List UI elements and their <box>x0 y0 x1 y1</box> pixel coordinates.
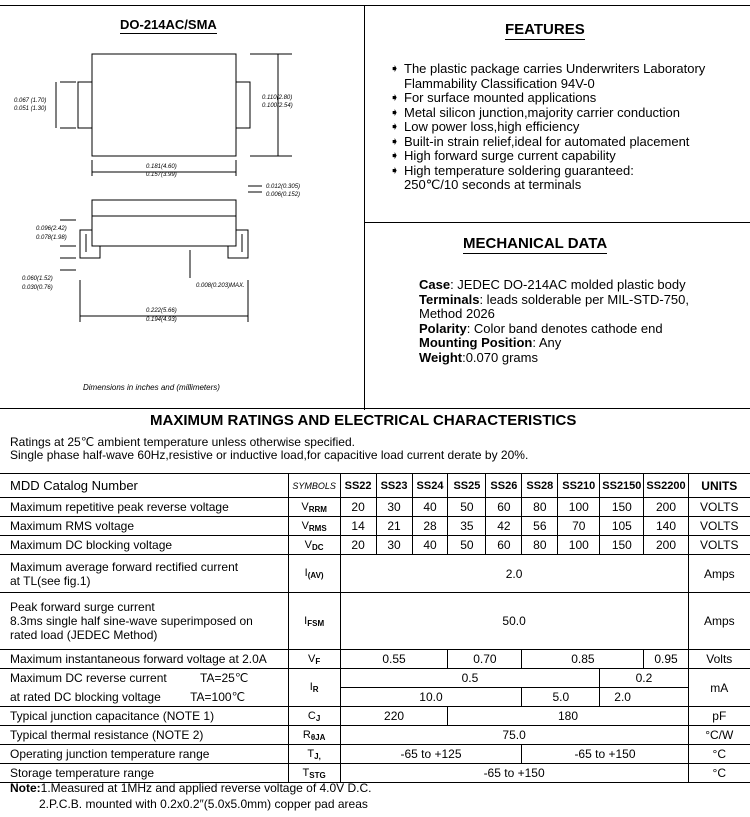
svg-text:0.096(2.42): 0.096(2.42) <box>36 226 67 232</box>
table-row: Maximum DC blocking voltage $V_{DC}$ 20 30 40 50 60 80 100 150 200 VOLTS <box>0 536 750 555</box>
arrow-bullet-icon: ➧ <box>390 164 400 177</box>
list-item: ➧ Metal silicon junction,majority carrier conduction <box>390 104 681 120</box>
svg-text:0.051 (1.30): 0.051 (1.30) <box>14 106 47 112</box>
ratings-title: MAXIMUM RATINGS AND ELECTRICAL CHARACTERISTICS <box>150 412 577 429</box>
list-item: Flammability Classification 94V-0 <box>404 75 595 91</box>
lead-right-top <box>236 82 250 128</box>
arrow-bullet-icon: ➧ <box>390 150 400 162</box>
list-item: ➧ Built-in strain relief,ideal for automated placement <box>390 133 690 149</box>
svg-text:0.181(4.60): 0.181(4.60) <box>146 164 177 170</box>
svg-text:0.222(5.66): 0.222(5.66) <box>146 308 177 314</box>
table-row: Typical thermal resistance (NOTE 2) $R_{\theta JA}$ 75.0 °C/W <box>0 726 750 745</box>
lead-left-top <box>78 82 92 128</box>
table-row: Peak forward surge current 8.3ms single half sine-wave superimposed on rated load (JEDEC Method) $I_{FSM}$ 50.0 Amps <box>0 593 750 650</box>
svg-text:0.100(2.54): 0.100(2.54) <box>262 103 293 109</box>
table-row: Maximum DC reverse current TA=25℃ $I_R$ 0.5 0.2 mA <box>0 669 750 688</box>
svg-text:0.194(4.93): 0.194(4.93) <box>146 317 177 323</box>
mechanical-data: Case: JEDEC DO-214AC molded plastic body Terminals: leads solderable per MIL-STD-750, Method 2026 Polarity: Color band denotes cathode end Mounting Position: Any Weight:0.070 grams <box>419 277 689 365</box>
list-item: 250℃/10 seconds at terminals <box>404 177 582 192</box>
ratings-conditions: Ratings at 25℃ ambient temperature unless otherwise specified. Single phase half-wave 60Hz,resistive or inductive load,for capacitive load current derate by 20%. <box>10 435 529 462</box>
list-item: ➧ High forward surge current capability <box>390 148 616 163</box>
table-row: Maximum repetitive peak reverse voltage $V_{RRM}$ 20 30 40 50 60 80 100 150 200 VOLTS <box>0 498 750 517</box>
body-side-view <box>92 200 236 216</box>
svg-text:0.030(0.76): 0.030(0.76) <box>22 285 53 291</box>
svg-text:0.078(1.98): 0.078(1.98) <box>36 235 67 241</box>
table-row: Typical junction capacitance (NOTE 1) $C_J$ 220 180 pF <box>0 707 750 726</box>
table-header-row: MDD Catalog Number SYMBOLS SS22 SS23 SS24 SS25 SS26 SS28 SS210 SS2150 SS2200 UNITS <box>0 474 750 498</box>
package-title: DO-214AC/SMA <box>120 17 217 32</box>
features-list <box>390 62 746 193</box>
mechanical-title: MECHANICAL DATA <box>463 235 608 252</box>
svg-text:0.110(2.80): 0.110(2.80) <box>262 95 293 101</box>
svg-text:0.012(0.305): 0.012(0.305) <box>266 184 301 190</box>
divider-horizontal <box>364 222 750 223</box>
arrow-bullet-icon: ➧ <box>390 135 400 148</box>
arrow-bullet-icon: ➧ <box>390 121 400 133</box>
table-row: Maximum RMS voltage $V_{RMS}$ 14 21 28 35 42 56 70 105 140 VOLTS <box>0 517 750 536</box>
characteristics-table <box>0 473 750 783</box>
list-item: ➧ The plastic package carries Underwriters Laboratory <box>390 61 706 76</box>
package-drawing <box>0 40 364 380</box>
table-row: Storage temperature range $T_{STG}$ -65 to +150 °C <box>0 764 750 783</box>
table-row: at rated DC blocking voltage TA=100℃ 10.0 5.0 2.0 <box>0 688 750 707</box>
arrow-bullet-icon: ➧ <box>390 106 400 119</box>
svg-text:0.067 (1.70): 0.067 (1.70) <box>14 98 47 104</box>
list-item: ➧ High temperature soldering guaranteed: <box>390 162 634 178</box>
notes: Note:1.Measured at 1MHz and applied reverse voltage of 4.0V D.C. 2.P.C.B. mounted with 0.2x0.2″(5.0x5.0mm) copper pad areas <box>10 781 372 811</box>
svg-text:0.157(3.99): 0.157(3.99) <box>146 172 177 178</box>
body-top-view <box>92 54 236 156</box>
svg-text:0.008(0.203)MAX.: 0.008(0.203)MAX. <box>196 283 245 289</box>
arrow-bullet-icon: ➧ <box>390 92 400 104</box>
list-item: ➧ For surface mounted applications <box>390 90 597 105</box>
table-row: Maximum average forward rectified current at TL(see fig.1) $I_{(AV)}$ 2.0 Amps <box>0 555 750 593</box>
arrow-bullet-icon: ➧ <box>390 63 400 75</box>
features-title: FEATURES <box>505 21 585 38</box>
divider-vertical <box>364 6 365 410</box>
list-item: ➧ Low power loss,high efficiency <box>390 119 580 134</box>
svg-text:0.006(0.152): 0.006(0.152) <box>266 192 301 198</box>
svg-text:0.060(1.52): 0.060(1.52) <box>22 276 53 282</box>
dimensions-note: Dimensions in inches and (millimeters) <box>83 383 220 392</box>
table-row: Maximum instantaneous forward voltage at 2.0A $V_F$ 0.55 0.70 0.85 0.95 Volts <box>0 650 750 669</box>
table-row: Operating junction temperature range $T_{J,}$ -65 to +125 -65 to +150 °C <box>0 745 750 764</box>
